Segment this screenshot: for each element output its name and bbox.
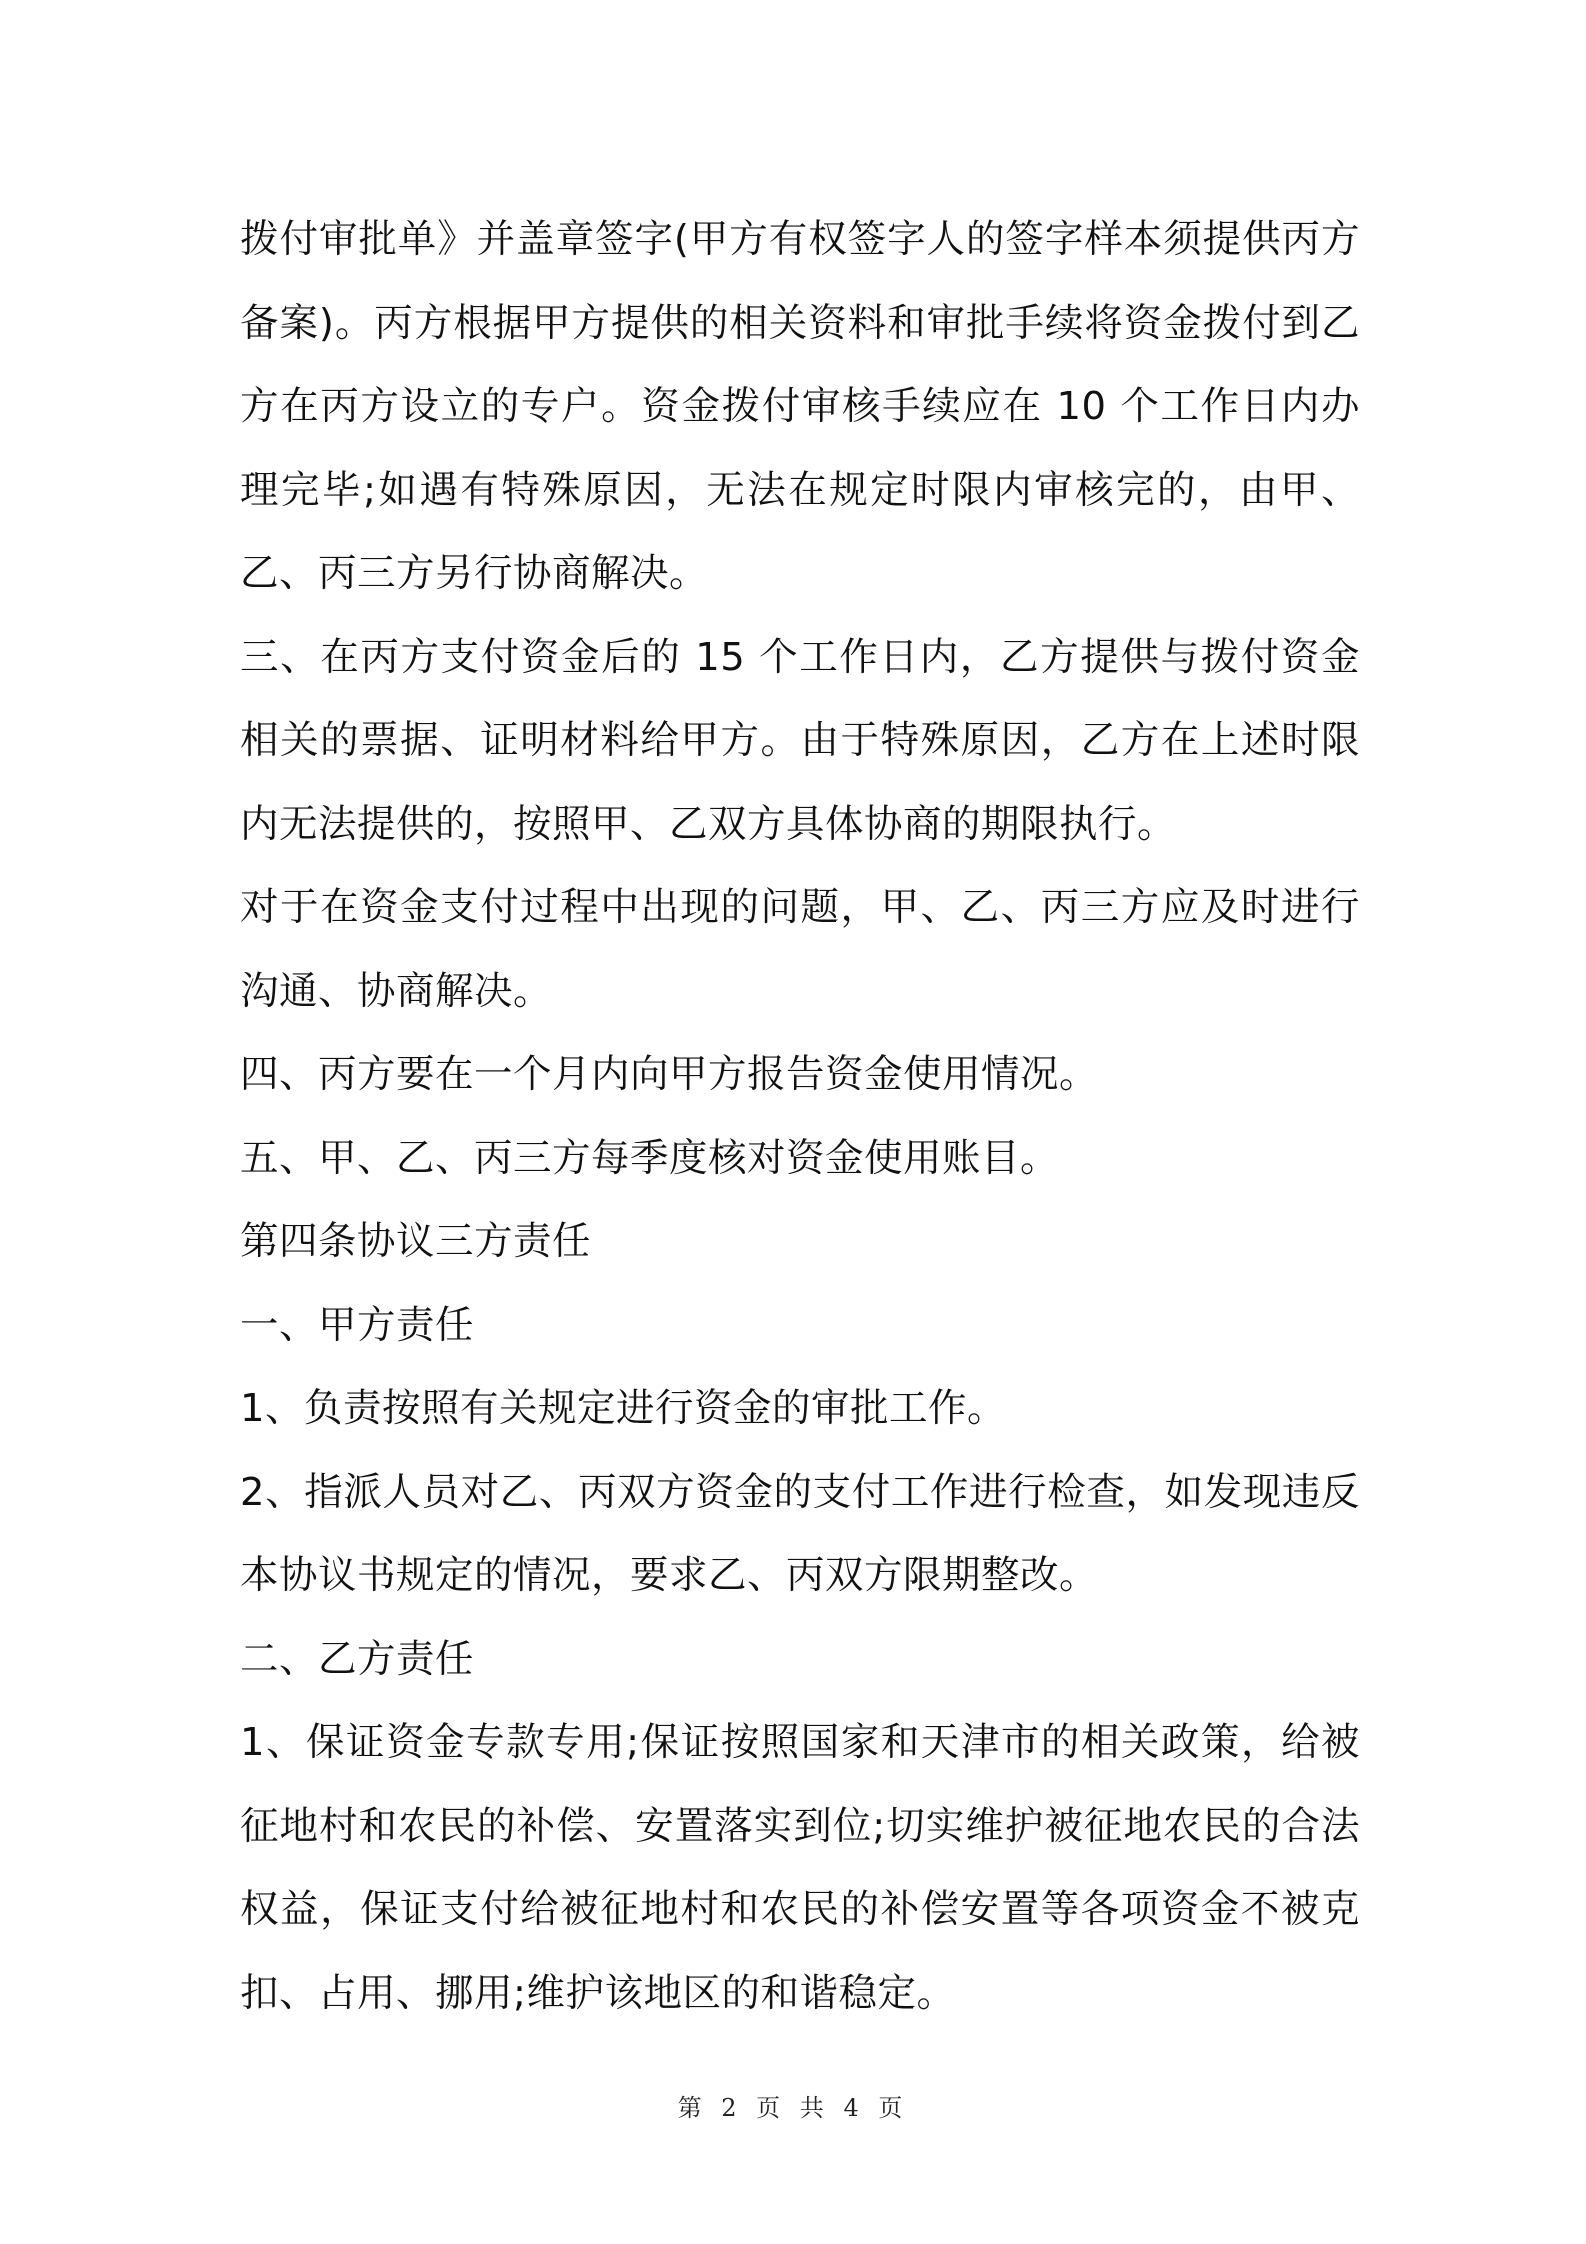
paragraph-clause-three: 三、在丙方支付资金后的 15 个工作日内，乙方提供与拨付资金相关的票据、证明材料给甲方。由于特殊原因，乙方在上述时限内无法提供的，按照甲、乙双方具体协商的期限执行。: [240, 634, 1360, 847]
paragraph-clause-five: 五、甲、乙、丙三方每季度核对资金使用账目。: [240, 1135, 1060, 1181]
paragraph-problem-resolution: 对于在资金支付过程中出现的问题，甲、乙、丙三方应及时进行沟通、协商解决。: [240, 885, 1360, 1014]
paragraph-clause-four: 四、丙方要在一个月内向甲方报告资金使用情况。: [240, 1052, 1099, 1097]
paragraph-party-a-item-1: 1、负责按照有关规定进行资金的审批工作。: [240, 1386, 1006, 1431]
paragraph-fund-approval: 拨付审批单》并盖章签字(甲方有权签字人的签字样本须提供丙方备案)。丙方根据甲方提供的相关资料和审批手续将资金拨付到乙方在丙方设立的专户。资金拨付审核手续应在 10 个工作日内办理完毕;如遇有特殊原因，无法在规定时限内审核完的，由甲、乙、丙三方另行协商解决。: [240, 217, 1360, 596]
subheading-party-b: 二、乙方责任: [240, 1636, 475, 1682]
paragraph-party-b-item-1: 1、保证资金专款专用;保证按照国家和天津市的相关政策，给被征地村和农民的补偿、安置落实到位;切实维护被征地农民的合法权益，保证支付给被征地村和农民的补偿安置等各项资金不被克扣、占用、挪用;维护该地区的和谐稳定。: [240, 1720, 1360, 2016]
page-number-footer: 第 2 页 共 4 页: [677, 2094, 909, 2122]
section-heading-article-four: 第四条协议三方责任: [240, 1219, 592, 1264]
document-body: [240, 198, 1360, 2035]
subheading-party-a: 一、甲方责任: [240, 1302, 475, 1348]
paragraph-party-a-item-2: 2、指派人员对乙、丙双方资金的支付工作进行检查，如发现违反本协议书规定的情况，要求乙、丙双方限期整改。: [240, 1469, 1360, 1598]
